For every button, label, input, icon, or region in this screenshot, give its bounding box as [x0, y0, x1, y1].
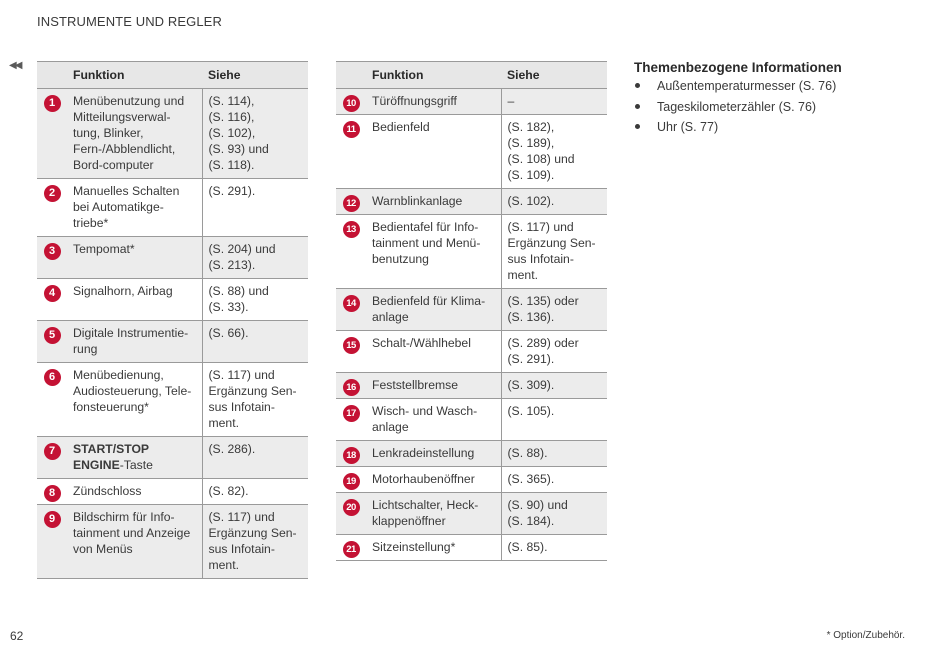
row-number-cell	[336, 215, 366, 289]
row-number-cell	[37, 505, 67, 579]
function-text: Wisch- und Wasch-anlage	[372, 404, 478, 434]
see-reference[interactable]: ment.	[208, 558, 239, 572]
function-cell	[366, 331, 501, 373]
table-row	[336, 89, 607, 115]
see-reference[interactable]: (S. 88) und	[208, 284, 269, 298]
see-reference[interactable]: (S. 286).	[208, 442, 256, 456]
see-reference[interactable]: (S. 117) und	[208, 368, 275, 382]
number-badge-icon: 16	[343, 379, 360, 396]
function-cell	[67, 505, 202, 579]
table-row	[37, 237, 308, 279]
table-header-see: Siehe	[202, 62, 308, 89]
table-row	[336, 115, 607, 189]
function-cell	[366, 189, 501, 215]
see-reference[interactable]: (S. 102),	[208, 126, 256, 140]
see-cell	[501, 189, 607, 215]
see-reference[interactable]: (S. 189),	[507, 136, 555, 150]
see-reference[interactable]: (S. 117) und	[507, 220, 574, 234]
number-badge-icon: 18	[343, 447, 360, 464]
table-header-row	[37, 62, 308, 89]
function-text: Schalt-/Wählhebel	[372, 336, 471, 350]
see-cell	[202, 479, 308, 505]
function-cell	[366, 89, 501, 115]
see-reference[interactable]: (S. 182),	[507, 120, 555, 134]
table-row	[37, 179, 308, 237]
number-badge-icon: 10	[343, 95, 360, 112]
table-row	[37, 505, 308, 579]
see-reference[interactable]: (S. 365).	[507, 472, 555, 486]
number-badge-icon: 2	[44, 185, 61, 202]
related-list	[634, 76, 842, 138]
see-cell	[501, 535, 607, 561]
see-reference[interactable]: Ergänzung Sen-	[208, 526, 297, 540]
function-text: Bedienfeld für Klima-anlage	[372, 294, 486, 324]
see-cell	[501, 115, 607, 189]
number-badge-icon: 17	[343, 405, 360, 422]
number-badge-icon: 20	[343, 499, 360, 516]
related-heading: Themenbezogene Informationen	[634, 60, 842, 75]
number-badge-icon: 5	[44, 327, 61, 344]
see-reference[interactable]: (S. 85).	[507, 540, 548, 554]
function-text: Feststellbremse	[372, 378, 459, 392]
function-cell	[67, 363, 202, 437]
function-text: Motorhaubenöffner	[372, 472, 475, 486]
see-cell	[202, 321, 308, 363]
see-reference[interactable]: (S. 135) oder	[507, 294, 579, 308]
see-cell	[501, 215, 607, 289]
row-number-cell	[37, 479, 67, 505]
function-text: Bildschirm für Info-tainment und Anzeige von Menüs	[73, 510, 191, 556]
see-reference[interactable]: ment.	[507, 268, 538, 282]
row-number-cell	[336, 373, 366, 399]
function-text: Lichtschalter, Heck-klappenöffner	[372, 498, 479, 528]
function-cell	[67, 321, 202, 363]
see-cell	[202, 179, 308, 237]
table-header-see: Siehe	[501, 62, 607, 89]
table-header-function: Funktion	[366, 62, 501, 89]
see-cell	[501, 373, 607, 399]
number-badge-icon: 3	[44, 243, 61, 260]
table-row	[336, 215, 607, 289]
row-number-cell	[336, 399, 366, 441]
see-reference[interactable]: sus Infotain-	[507, 252, 574, 266]
see-reference[interactable]: (S. 114),	[208, 94, 255, 108]
function-cell	[67, 237, 202, 279]
see-reference[interactable]: –	[507, 94, 515, 108]
function-text: Tempomat*	[73, 242, 135, 256]
related-link[interactable]: Uhr (S. 77)	[634, 117, 842, 138]
see-reference[interactable]: (S. 93) und	[208, 142, 269, 156]
related-link[interactable]: Außentemperaturmesser (S. 76)	[634, 76, 842, 97]
see-cell	[501, 467, 607, 493]
see-cell	[501, 289, 607, 331]
see-reference[interactable]: (S. 291).	[507, 352, 555, 366]
see-reference[interactable]: (S. 102).	[507, 194, 555, 208]
row-number-cell	[336, 441, 366, 467]
number-badge-icon: 11	[343, 121, 360, 138]
function-text: Menübenutzung und Mitteilungsverwal-tung, Blinker, Fern-/Abblendlicht, Bord-computer	[73, 94, 185, 172]
function-text: Warnblinkanlage	[372, 194, 463, 208]
number-badge-icon: 1	[44, 95, 61, 112]
number-badge-icon: 15	[343, 337, 360, 354]
row-number-cell	[336, 115, 366, 189]
see-reference[interactable]: (S. 204) und	[208, 242, 276, 256]
see-reference[interactable]: (S. 184).	[507, 514, 555, 528]
function-cell	[67, 479, 202, 505]
function-cell	[67, 279, 202, 321]
number-badge-icon: 8	[44, 485, 61, 502]
footnote: * Option/Zubehör.	[826, 630, 905, 641]
table-row	[336, 441, 607, 467]
function-cell	[366, 399, 501, 441]
see-reference[interactable]: ment.	[208, 416, 239, 430]
see-reference[interactable]: (S. 117) und	[208, 510, 275, 524]
function-table-right	[336, 61, 607, 561]
table-header-row	[336, 62, 607, 89]
number-badge-icon: 6	[44, 369, 61, 386]
see-reference[interactable]: (S. 82).	[208, 484, 249, 498]
see-reference[interactable]: (S. 88).	[507, 446, 548, 460]
see-reference[interactable]: (S. 105).	[507, 404, 555, 418]
table-row	[336, 493, 607, 535]
see-reference[interactable]: (S. 109).	[507, 168, 555, 182]
function-text: Bedienfeld	[372, 120, 430, 134]
table-row	[37, 437, 308, 479]
number-badge-icon: 21	[343, 541, 360, 558]
table-row	[37, 321, 308, 363]
see-reference[interactable]: sus Infotain-	[208, 542, 275, 556]
see-reference[interactable]: (S. 90) und	[507, 498, 568, 512]
table-row	[336, 535, 607, 561]
see-reference[interactable]: (S. 108) und	[507, 152, 575, 166]
row-number-cell	[37, 89, 67, 179]
table-row	[37, 363, 308, 437]
see-reference[interactable]: (S. 33).	[208, 300, 249, 314]
see-reference[interactable]: (S. 136).	[507, 310, 555, 324]
see-reference[interactable]: Ergänzung Sen-	[507, 236, 596, 250]
row-number-cell	[37, 179, 67, 237]
row-number-cell	[37, 237, 67, 279]
see-cell	[501, 331, 607, 373]
page-number: 62	[10, 629, 24, 643]
see-reference[interactable]: sus Infotain-	[208, 400, 275, 414]
see-reference[interactable]: (S. 66).	[208, 326, 249, 340]
function-text: Digitale Instrumentie-rung	[73, 326, 189, 356]
function-text: Menübedienung, Audiosteuerung, Tele-fonsteuerung*	[73, 368, 192, 414]
double-chevron-left-icon[interactable]: ◀◀	[9, 60, 21, 71]
table-row	[336, 289, 607, 331]
row-number-cell	[336, 467, 366, 493]
row-number-cell	[336, 189, 366, 215]
function-cell	[366, 215, 501, 289]
table-row	[336, 467, 607, 493]
related-link[interactable]: Tageskilometerzähler (S. 76)	[634, 97, 842, 118]
see-reference[interactable]: (S. 291).	[208, 184, 256, 198]
table-row	[37, 479, 308, 505]
related-information	[634, 60, 842, 138]
function-cell	[366, 493, 501, 535]
function-text: Bedientafel für Info-tainment und Menü-benutzung	[372, 220, 481, 266]
see-cell	[202, 279, 308, 321]
table-row	[37, 89, 308, 179]
see-reference[interactable]: (S. 309).	[507, 378, 555, 392]
row-number-cell	[336, 289, 366, 331]
number-badge-icon: 4	[44, 285, 61, 302]
page-header-title: INSTRUMENTE UND REGLER	[37, 14, 222, 29]
row-number-cell	[336, 89, 366, 115]
function-cell	[366, 467, 501, 493]
table-header-num	[37, 62, 67, 89]
function-cell	[67, 89, 202, 179]
row-number-cell	[336, 493, 366, 535]
table-header-num	[336, 62, 366, 89]
see-cell	[501, 493, 607, 535]
row-number-cell	[336, 331, 366, 373]
function-text: Sitzeinstellung*	[372, 540, 456, 554]
table-row	[37, 279, 308, 321]
function-text: -Taste	[119, 458, 153, 472]
see-cell	[202, 89, 308, 179]
see-cell	[202, 237, 308, 279]
see-cell	[501, 441, 607, 467]
function-text: Manuelles Schalten bei Automatikge-triebe*	[73, 184, 180, 230]
table-row	[336, 331, 607, 373]
function-cell	[67, 437, 202, 479]
function-table-left	[37, 61, 308, 579]
number-badge-icon: 13	[343, 221, 360, 238]
see-reference[interactable]: Ergänzung Sen-	[208, 384, 297, 398]
see-cell	[202, 363, 308, 437]
number-badge-icon: 12	[343, 195, 360, 212]
row-number-cell	[37, 321, 67, 363]
function-cell	[366, 441, 501, 467]
function-cell	[366, 289, 501, 331]
see-reference[interactable]: (S. 289) oder	[507, 336, 579, 350]
see-reference[interactable]: (S. 213).	[208, 258, 256, 272]
table-row	[336, 189, 607, 215]
row-number-cell	[37, 279, 67, 321]
see-reference[interactable]: (S. 118).	[208, 158, 255, 172]
number-badge-icon: 14	[343, 295, 360, 312]
number-badge-icon: 19	[343, 473, 360, 490]
see-cell	[501, 89, 607, 115]
row-number-cell	[37, 437, 67, 479]
see-cell	[202, 505, 308, 579]
function-cell	[366, 535, 501, 561]
number-badge-icon: 9	[44, 511, 61, 528]
row-number-cell	[37, 363, 67, 437]
table-row	[336, 373, 607, 399]
row-number-cell	[336, 535, 366, 561]
number-badge-icon: 7	[44, 443, 61, 460]
see-cell	[501, 399, 607, 441]
function-cell	[366, 115, 501, 189]
table-row	[336, 399, 607, 441]
function-cell	[67, 179, 202, 237]
function-text: Türöffnungsgriff	[372, 94, 457, 108]
function-cell	[366, 373, 501, 399]
function-text: Lenkradeinstellung	[372, 446, 475, 460]
function-bold-text: START/STOP ENGINE	[73, 442, 149, 472]
function-text: Zündschloss	[73, 484, 142, 498]
see-reference[interactable]: (S. 116),	[208, 110, 255, 124]
function-text: Signalhorn, Airbag	[73, 284, 173, 298]
table-header-function: Funktion	[67, 62, 202, 89]
see-cell	[202, 437, 308, 479]
